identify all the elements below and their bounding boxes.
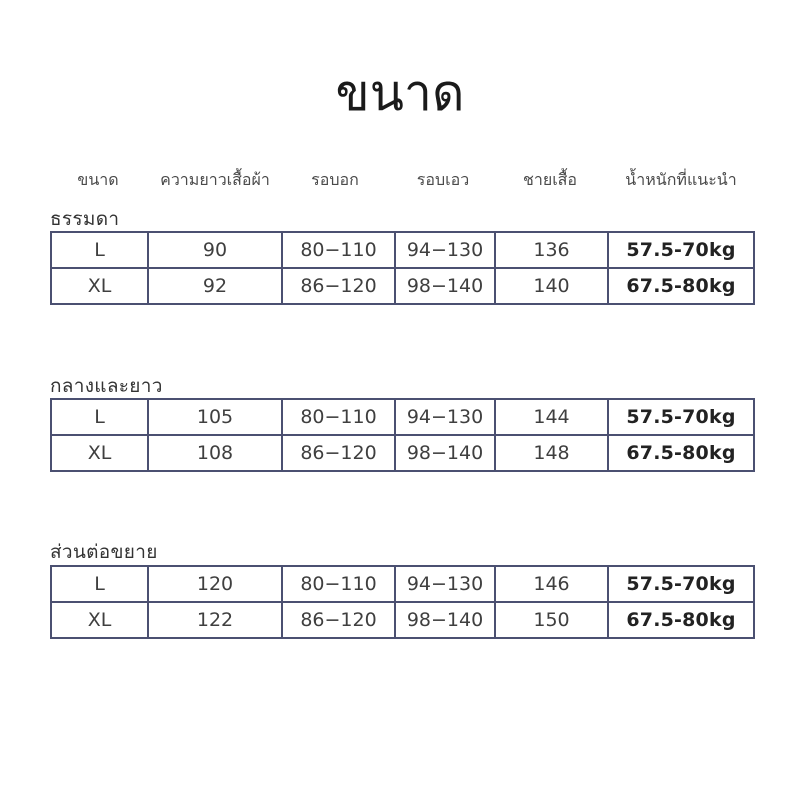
- table-row: [51, 232, 754, 268]
- cell-weight: 67.5-80kg: [608, 602, 754, 638]
- cell-weight: 57.5-70kg: [608, 232, 754, 268]
- cell-chest: 86−120: [282, 268, 395, 304]
- cell-length: 122: [148, 602, 282, 638]
- table-row: [51, 566, 754, 602]
- cell-hem: 140: [495, 268, 608, 304]
- cell-chest: 80−110: [282, 566, 395, 602]
- table-row: [51, 399, 754, 435]
- cell-chest: 80−110: [282, 399, 395, 435]
- table-row: [51, 435, 754, 471]
- cell-size: L: [51, 566, 148, 602]
- cell-waist: 94−130: [395, 399, 495, 435]
- cell-weight: 67.5-80kg: [608, 268, 754, 304]
- header-size: ขนาด: [77, 170, 119, 189]
- cell-size: XL: [51, 602, 148, 638]
- header-length: ความยาวเสื้อผ้า: [160, 170, 270, 189]
- cell-waist: 98−140: [395, 602, 495, 638]
- cell-length: 108: [148, 435, 282, 471]
- cell-weight: 57.5-70kg: [608, 566, 754, 602]
- cell-hem: 146: [495, 566, 608, 602]
- cell-size: L: [51, 232, 148, 268]
- size-table-medium-long: [50, 398, 755, 472]
- table-row: [51, 602, 754, 638]
- cell-length: 105: [148, 399, 282, 435]
- cell-weight: 67.5-80kg: [608, 435, 754, 471]
- cell-waist: 94−130: [395, 232, 495, 268]
- size-table-extended: [50, 565, 755, 639]
- header-weight: น้ำหนักที่แนะนำ: [625, 170, 737, 189]
- cell-size: XL: [51, 435, 148, 471]
- cell-hem: 150: [495, 602, 608, 638]
- size-table-regular: [50, 231, 755, 305]
- page-title: ขนาด: [335, 64, 465, 122]
- cell-weight: 57.5-70kg: [608, 399, 754, 435]
- cell-hem: 144: [495, 399, 608, 435]
- cell-hem: 136: [495, 232, 608, 268]
- table-row: [51, 268, 754, 304]
- section-label-medium-long: กลางและยาว: [50, 375, 163, 397]
- cell-size: L: [51, 399, 148, 435]
- column-headers: [0, 168, 800, 192]
- cell-waist: 98−140: [395, 268, 495, 304]
- cell-length: 92: [148, 268, 282, 304]
- cell-chest: 86−120: [282, 602, 395, 638]
- cell-waist: 94−130: [395, 566, 495, 602]
- cell-chest: 86−120: [282, 435, 395, 471]
- header-waist: รอบเอว: [416, 170, 470, 189]
- cell-chest: 80−110: [282, 232, 395, 268]
- section-label-regular: ธรรมดา: [50, 208, 120, 230]
- section-label-extended: ส่วนต่อขยาย: [50, 541, 158, 563]
- header-chest: รอบอก: [311, 170, 359, 189]
- cell-hem: 148: [495, 435, 608, 471]
- cell-length: 90: [148, 232, 282, 268]
- header-hem: ชายเสื้อ: [522, 170, 578, 189]
- cell-waist: 98−140: [395, 435, 495, 471]
- cell-size: XL: [51, 268, 148, 304]
- cell-length: 120: [148, 566, 282, 602]
